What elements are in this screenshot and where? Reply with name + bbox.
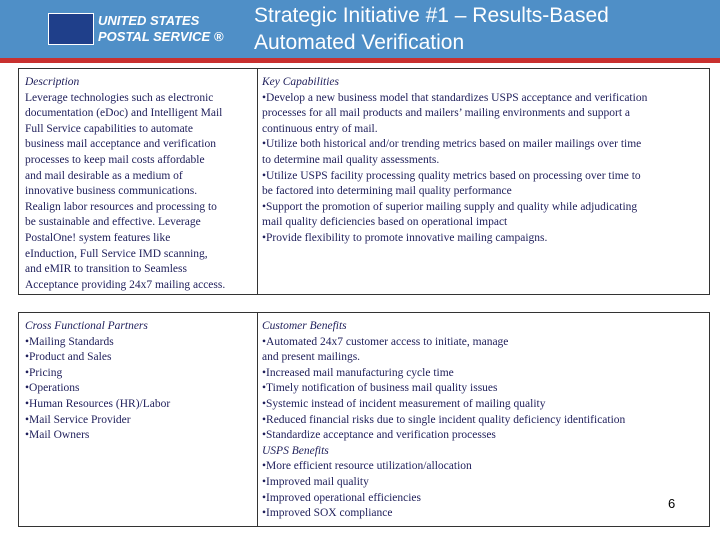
line-text: •Utilize both historical and/or trending metrics based on mailer mailings over time <box>262 138 642 151</box>
line-text: •Improved operational efficiencies <box>262 491 421 504</box>
line-text: Leverage technologies such as electronic <box>25 91 214 104</box>
line-text: •Develop a new business model that standardizes USPS acceptance and verification <box>262 91 648 104</box>
line-text: •Provide flexibility to promote innovative mailing campaigns. <box>262 231 548 244</box>
section-heading: Key Capabilities <box>262 76 339 88</box>
line-text: documentation (eDoc) and Intelligent Mail <box>25 107 223 120</box>
line-text: to determine mail quality assessments. <box>262 153 440 166</box>
header-red-stripe <box>0 58 720 63</box>
benefits-section <box>262 319 625 522</box>
usps-logo <box>48 13 224 45</box>
bottom-table <box>18 312 710 527</box>
line-text: processes for all mail products and mailers’ mailing environments and support a <box>262 107 631 120</box>
divider <box>257 69 258 294</box>
line-text: innovative business communications. <box>25 185 198 198</box>
line-text: mail quality deficiencies based on operational impact <box>262 216 508 229</box>
line-text: be factored into determining mail quality performance <box>262 185 512 198</box>
line-text: processes to keep mail costs affordable <box>25 153 205 166</box>
line-text: •Improved mail quality <box>262 475 369 488</box>
line-text: and present mailings. <box>262 351 361 364</box>
line-text: •Reduced financial risks due to single incident quality deficiency identification <box>262 413 626 426</box>
line-text: •Systemic instead of incident measurement of mailing quality <box>262 397 546 410</box>
line-text: •Product and Sales <box>25 351 112 364</box>
line-text: Full Service capabilities to automate <box>25 122 193 135</box>
key-capabilities-section <box>262 75 700 247</box>
logo-text-1: UNITED STATES <box>98 13 200 28</box>
line-text: •Operations <box>25 382 80 395</box>
page-number: 6 <box>668 496 676 511</box>
partners-section <box>25 319 170 444</box>
line-text: eInduction, Full Service IMD scanning, <box>25 247 208 260</box>
line-text: PostalOne! system features like <box>25 231 171 244</box>
line-text: •Mailing Standards <box>25 335 114 348</box>
line-text: •Support the promotion of superior mailing supply and quality while adjudicating <box>262 200 638 213</box>
line-text: •Mail Owners <box>25 429 90 442</box>
page-title <box>254 2 609 56</box>
line-text: •Improved SOX compliance <box>262 507 393 520</box>
title-line: Strategic Initiative #1 – Results-Based <box>254 4 609 27</box>
line-text: •Standardize acceptance and verification processes <box>262 429 496 442</box>
section-heading: Cross Functional Partners <box>25 320 148 332</box>
line-text: and eMIR to transition to Seamless <box>25 263 187 276</box>
section-heading: USPS Benefits <box>262 444 329 457</box>
section-heading: Description <box>25 76 80 88</box>
line-text: •More efficient resource utilization/allocation <box>262 460 472 473</box>
line-text: be sustainable and effective. Leverage <box>25 216 201 229</box>
line-text: Acceptance providing 24x7 mailing access. <box>25 278 226 291</box>
logo-text-2: POSTAL SERVICE ® <box>98 29 224 44</box>
line-text: and mail desirable as a medium of <box>25 169 183 182</box>
divider <box>257 313 258 526</box>
line-text: •Utilize USPS facility processing quality metrics based on processing over time to <box>262 169 641 182</box>
top-table <box>18 68 710 295</box>
line-text: •Human Resources (HR)/Labor <box>25 397 171 410</box>
line-text: Realign labor resources and processing to <box>25 200 217 213</box>
line-text: •Increased mail manufacturing cycle time <box>262 366 454 379</box>
line-text: •Automated 24x7 customer access to initiate, manage <box>262 335 509 348</box>
line-text: •Timely notification of business mail quality issues <box>262 382 498 395</box>
line-text: •Mail Service Provider <box>25 413 131 426</box>
description-section <box>25 75 225 293</box>
eagle-icon <box>48 13 94 45</box>
line-text: business mail acceptance and verification <box>25 138 216 151</box>
title-line: Automated Verification <box>254 31 465 54</box>
section-heading: Customer Benefits <box>262 320 347 332</box>
line-text: continuous entry of mail. <box>262 122 378 135</box>
line-text: •Pricing <box>25 366 63 379</box>
